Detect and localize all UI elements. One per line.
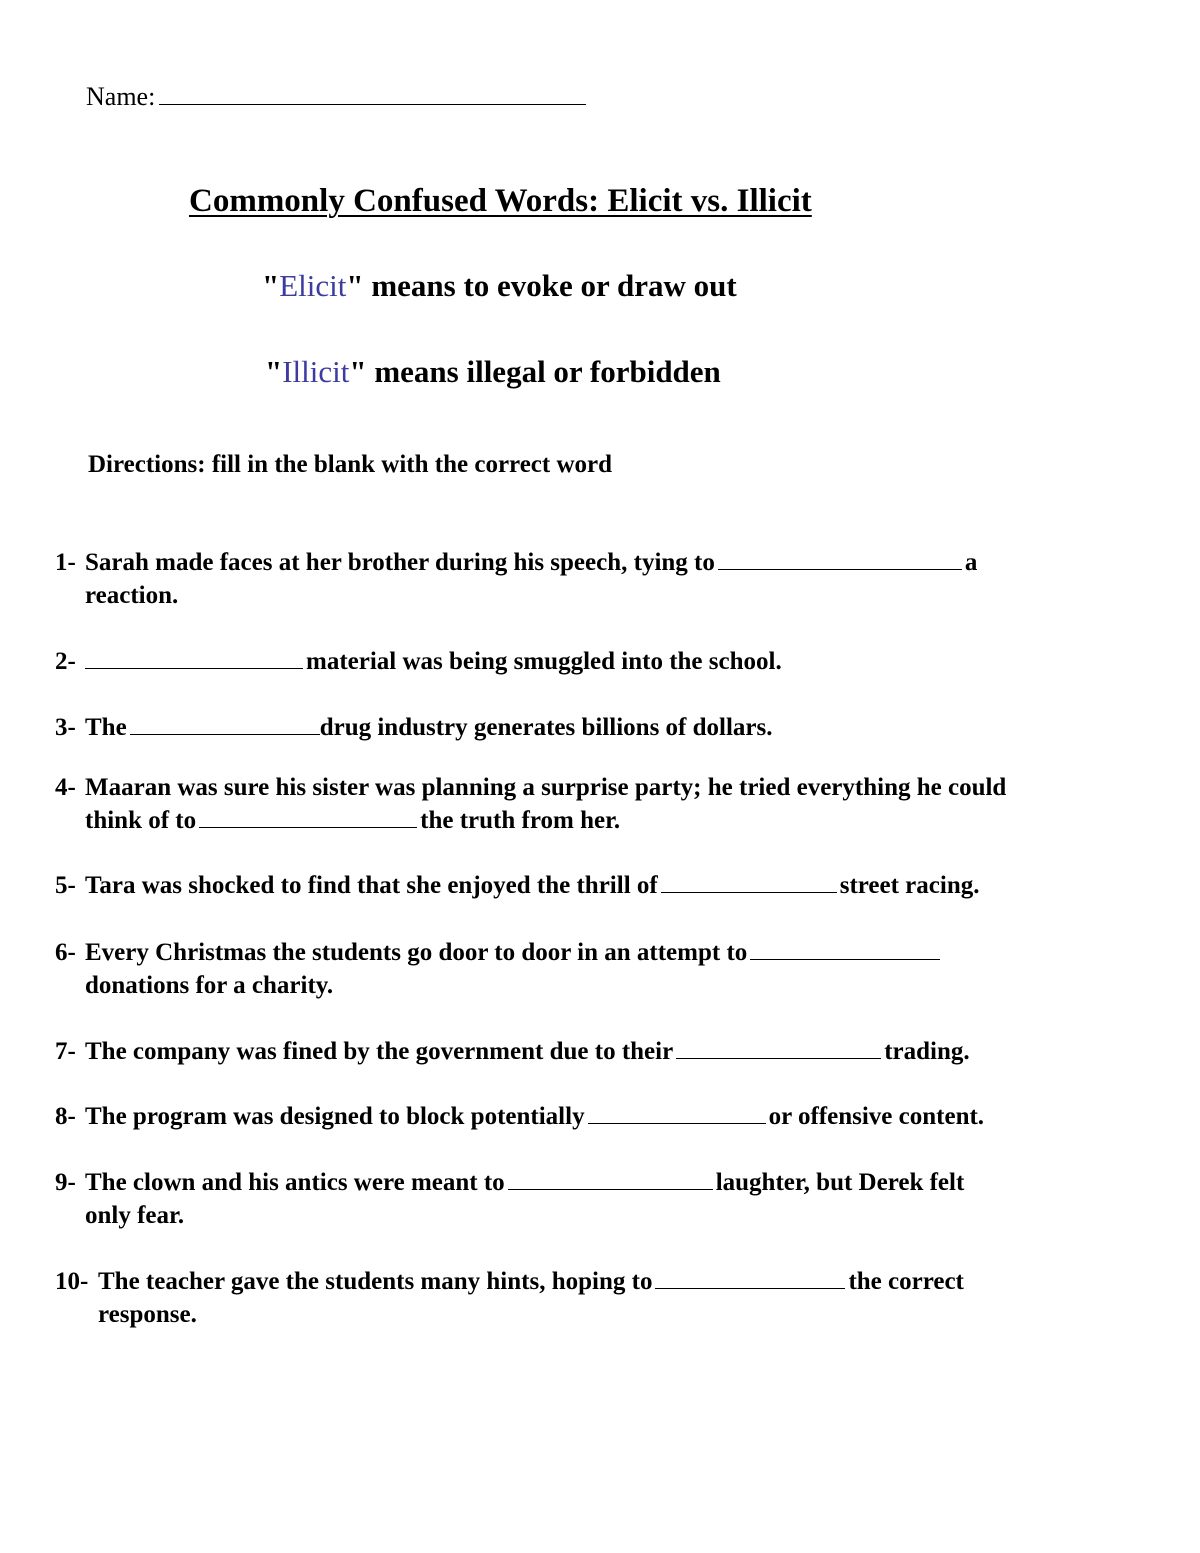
- name-label: Name:: [86, 82, 156, 111]
- question-number: 5-: [55, 872, 76, 899]
- question-4: 4- Maaran was sure his sister was planning a surprise party; he tried everything he could think of to the truth from her.: [55, 771, 1155, 837]
- question-7: 7- The company was fined by the government due to their trading.: [55, 1035, 1095, 1068]
- question-2: 2- material was being smuggled into the school.: [55, 645, 1095, 678]
- definition-word-illicit: Illicit: [282, 354, 350, 389]
- question-6: 6- Every Christmas the students go door to door in an attempt to donations for a charity.: [55, 936, 1095, 1002]
- answer-blank[interactable]: [661, 891, 837, 893]
- name-field-row: [86, 82, 586, 112]
- question-10: 10- The teacher gave the students many hints, hoping to the correct response.: [55, 1265, 1095, 1331]
- definition-word-elicit: Elicit: [279, 268, 347, 303]
- answer-blank[interactable]: [85, 667, 303, 669]
- question-number: 8-: [55, 1103, 76, 1130]
- name-blank[interactable]: [159, 103, 586, 105]
- question-number: 1-: [55, 549, 76, 576]
- answer-blank[interactable]: [718, 568, 962, 570]
- question-8: 8- The program was designed to block potentially or offensive content.: [55, 1100, 1095, 1133]
- definition-elicit: "Elicit" means to evoke or draw out: [262, 268, 737, 303]
- question-5: 5- Tara was shocked to find that she enjoyed the thrill of street racing.: [55, 869, 1095, 902]
- directions: Directions: fill in the blank with the correct word: [88, 451, 613, 478]
- question-number: 9-: [55, 1169, 76, 1196]
- answer-blank[interactable]: [676, 1057, 881, 1059]
- question-3: 3- The drug industry generates billions of dollars.: [55, 711, 1095, 744]
- answer-blank[interactable]: [508, 1188, 713, 1190]
- question-number: 6-: [55, 939, 76, 966]
- page-title: Commonly Confused Words: Elicit vs. Illicit: [189, 183, 812, 219]
- answer-blank[interactable]: [130, 733, 320, 735]
- question-number: 10-: [55, 1268, 89, 1295]
- answer-blank[interactable]: [655, 1287, 845, 1289]
- question-number: 2-: [55, 648, 76, 675]
- question-1: 1- Sarah made faces at her brother during his speech, tying to a reaction.: [55, 546, 1095, 612]
- question-number: 4-: [55, 774, 76, 801]
- question-9: 9- The clown and his antics were meant to laughter, but Derek felt only fear.: [55, 1166, 1095, 1232]
- answer-blank[interactable]: [588, 1122, 766, 1124]
- answer-blank[interactable]: [750, 958, 940, 960]
- definition-illicit: "Illicit" means illegal or forbidden: [265, 354, 721, 389]
- question-number: 7-: [55, 1038, 76, 1065]
- question-number: 3-: [55, 714, 76, 741]
- answer-blank[interactable]: [199, 826, 417, 828]
